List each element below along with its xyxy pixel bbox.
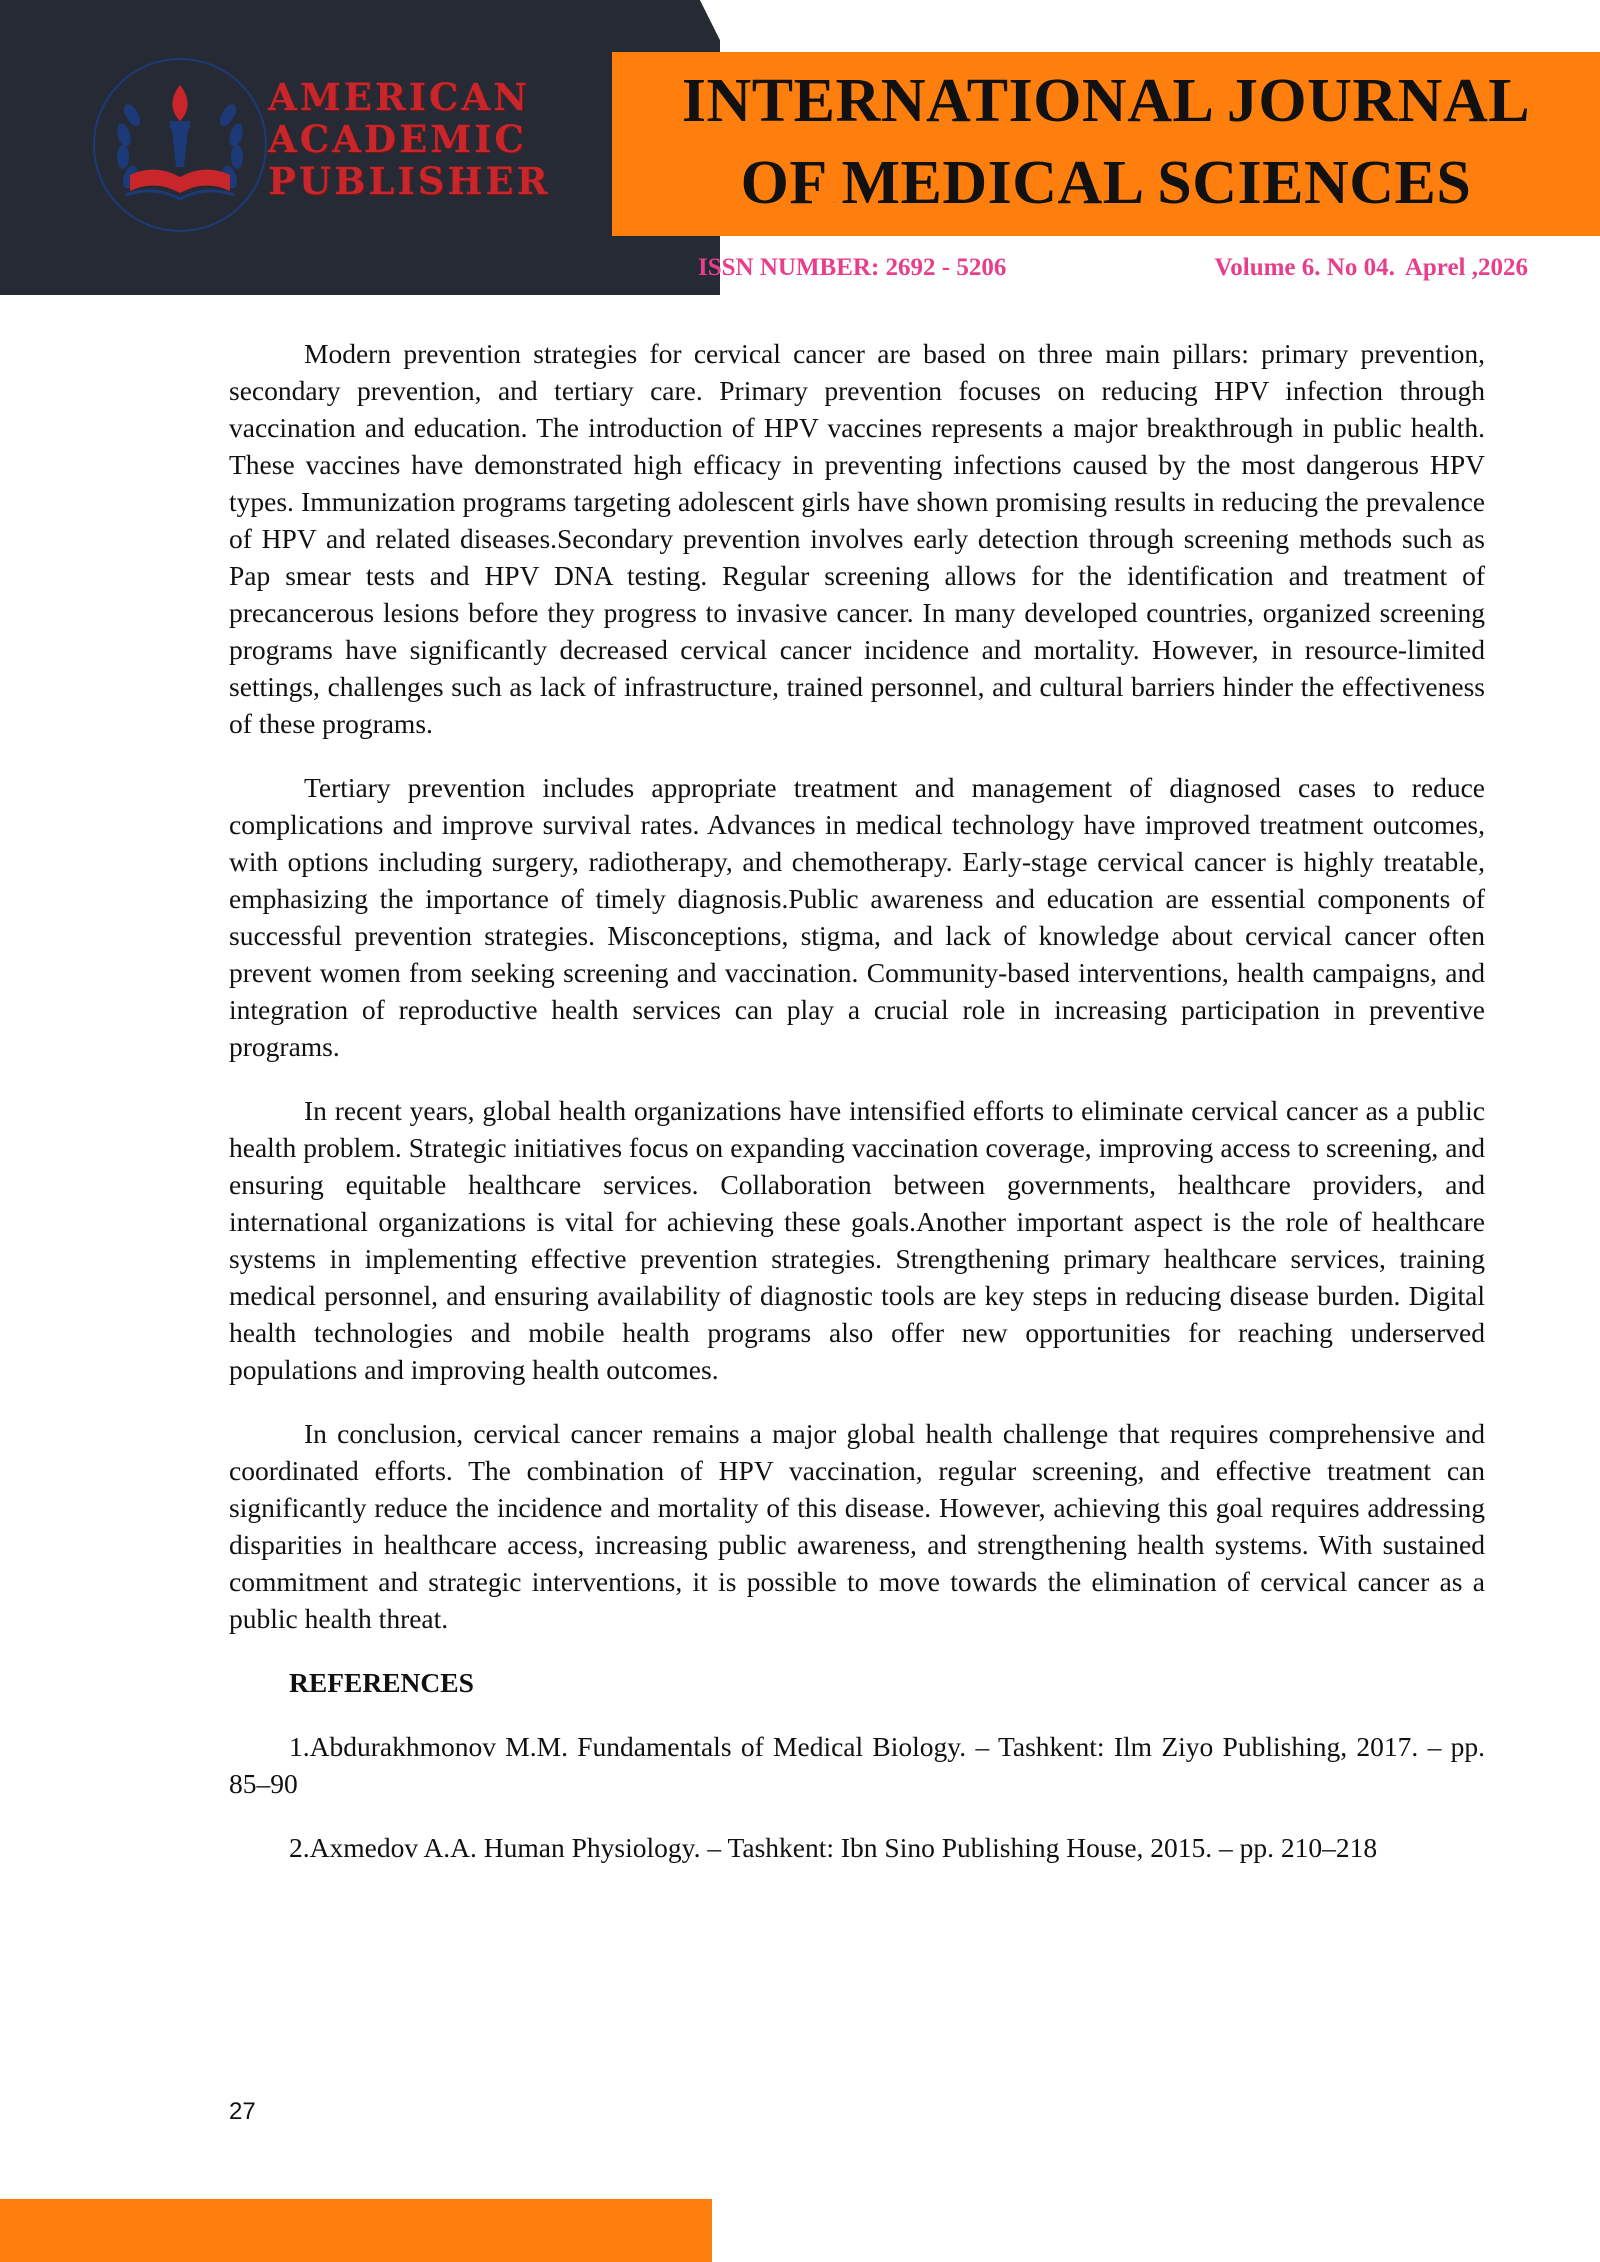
publisher-line-1: AMERICAN bbox=[268, 75, 530, 119]
issn-volume-line bbox=[698, 254, 1528, 282]
torch-book-laurel-logo-icon bbox=[90, 55, 270, 235]
reference-item-2: 2.Axmedov A.A. Human Physiology. – Tashkent: Ibn Sino Publishing House, 2015. – pp. 210–218 bbox=[289, 1832, 1378, 1863]
journal-title bbox=[612, 60, 1600, 224]
reference-item-1: 1.Abdurakhmonov M.M. Fundamentals of Medical Biology. – Tashkent: Ilm Ziyo Publishing, 2017. – pp. 85–90 bbox=[229, 1731, 1485, 1799]
publisher-line-2: ACADEMIC bbox=[268, 117, 527, 161]
journal-title-line-1: INTERNATIONAL JOURNAL bbox=[681, 67, 1531, 135]
body-paragraph-3: In recent years, global health organizations have intensified efforts to eliminate cervical cancer as a public health problem. Strategic initiatives focus on expanding vaccination coverage, improving access to screening, and ensuring equitable healthcare services. Collaboration between governments, healthcare providers, and international organizations is vital for achieving these goals.Another important aspect is the role of healthcare systems in implementing effective prevention strategies. Strengthening primary healthcare services, training medical personnel, and ensuring availability of diagnostic tools are key steps in reducing disease burden. Digital health technologies and mobile health programs also offer new opportunities for reaching underserved populations and improving health outcomes. bbox=[229, 1095, 1485, 1385]
article-body bbox=[229, 335, 1485, 1893]
references-heading: REFERENCES bbox=[289, 1667, 474, 1698]
body-paragraph-4: In conclusion, cervical cancer remains a major global health challenge that requires comprehensive and coordinated efforts. The combination of HPV vaccination, regular screening, and effective treatment can significantly reduce the incidence and mortality of this disease. However, achieving this goal requires addressing disparities in healthcare access, increasing public awareness, and strengthening health systems. With sustained commitment and strategic interventions, it is possible to move towards the elimination of cervical cancer as a public health threat. bbox=[229, 1418, 1485, 1634]
issn-number: ISSN NUMBER: 2692 - 5206 bbox=[698, 254, 1007, 281]
publisher-name bbox=[268, 76, 558, 202]
volume-info bbox=[1215, 254, 1529, 282]
volume-number: Volume 6. No 04. bbox=[1214, 254, 1395, 281]
issue-date: Aprel ,2026 bbox=[1404, 254, 1528, 281]
page-number: 27 bbox=[229, 2098, 256, 2125]
footer-orange-bar bbox=[0, 2199, 712, 2262]
publisher-line-3: PUBLISHER bbox=[268, 159, 551, 203]
body-paragraph-2: Tertiary prevention includes appropriate treatment and management of diagnosed cases to reduce complications and improve survival rates. Advances in medical technology have improved treatment outcomes, with options including surgery, radiotherapy, and chemotherapy. Early-stage cervical cancer is highly treatable, emphasizing the importance of timely diagnosis.Public awareness and education are essential components of successful prevention strategies. Misconceptions, stigma, and lack of knowledge about cervical cancer often prevent women from seeking screening and vaccination. Community-based interventions, health campaigns, and integration of reproductive health services can play a crucial role in increasing participation in preventive programs. bbox=[229, 772, 1485, 1062]
journal-title-line-2: OF MEDICAL SCIENCES bbox=[740, 149, 1472, 217]
body-paragraph-1: Modern prevention strategies for cervical cancer are based on three main pillars: primary prevention, secondary prevention, and tertiary care. Primary prevention focuses on reducing HPV infection through vaccination and education. The introduction of HPV vaccines represents a major breakthrough in public health. These vaccines have demonstrated high efficacy in preventing infections caused by the most dangerous HPV types. Immunization programs targeting adolescent girls have shown promising results in reducing the prevalence of HPV and related diseases.Secondary prevention involves early detection through screening methods such as Pap smear tests and HPV DNA testing. Regular screening allows for the identification and treatment of precancerous lesions before they progress to invasive cancer. In many developed countries, organized screening programs have significantly decreased cervical cancer incidence and mortality. However, in resource-limited settings, challenges such as lack of infrastructure, trained personnel, and cultural barriers hinder the effectiveness of these programs. bbox=[229, 338, 1485, 739]
